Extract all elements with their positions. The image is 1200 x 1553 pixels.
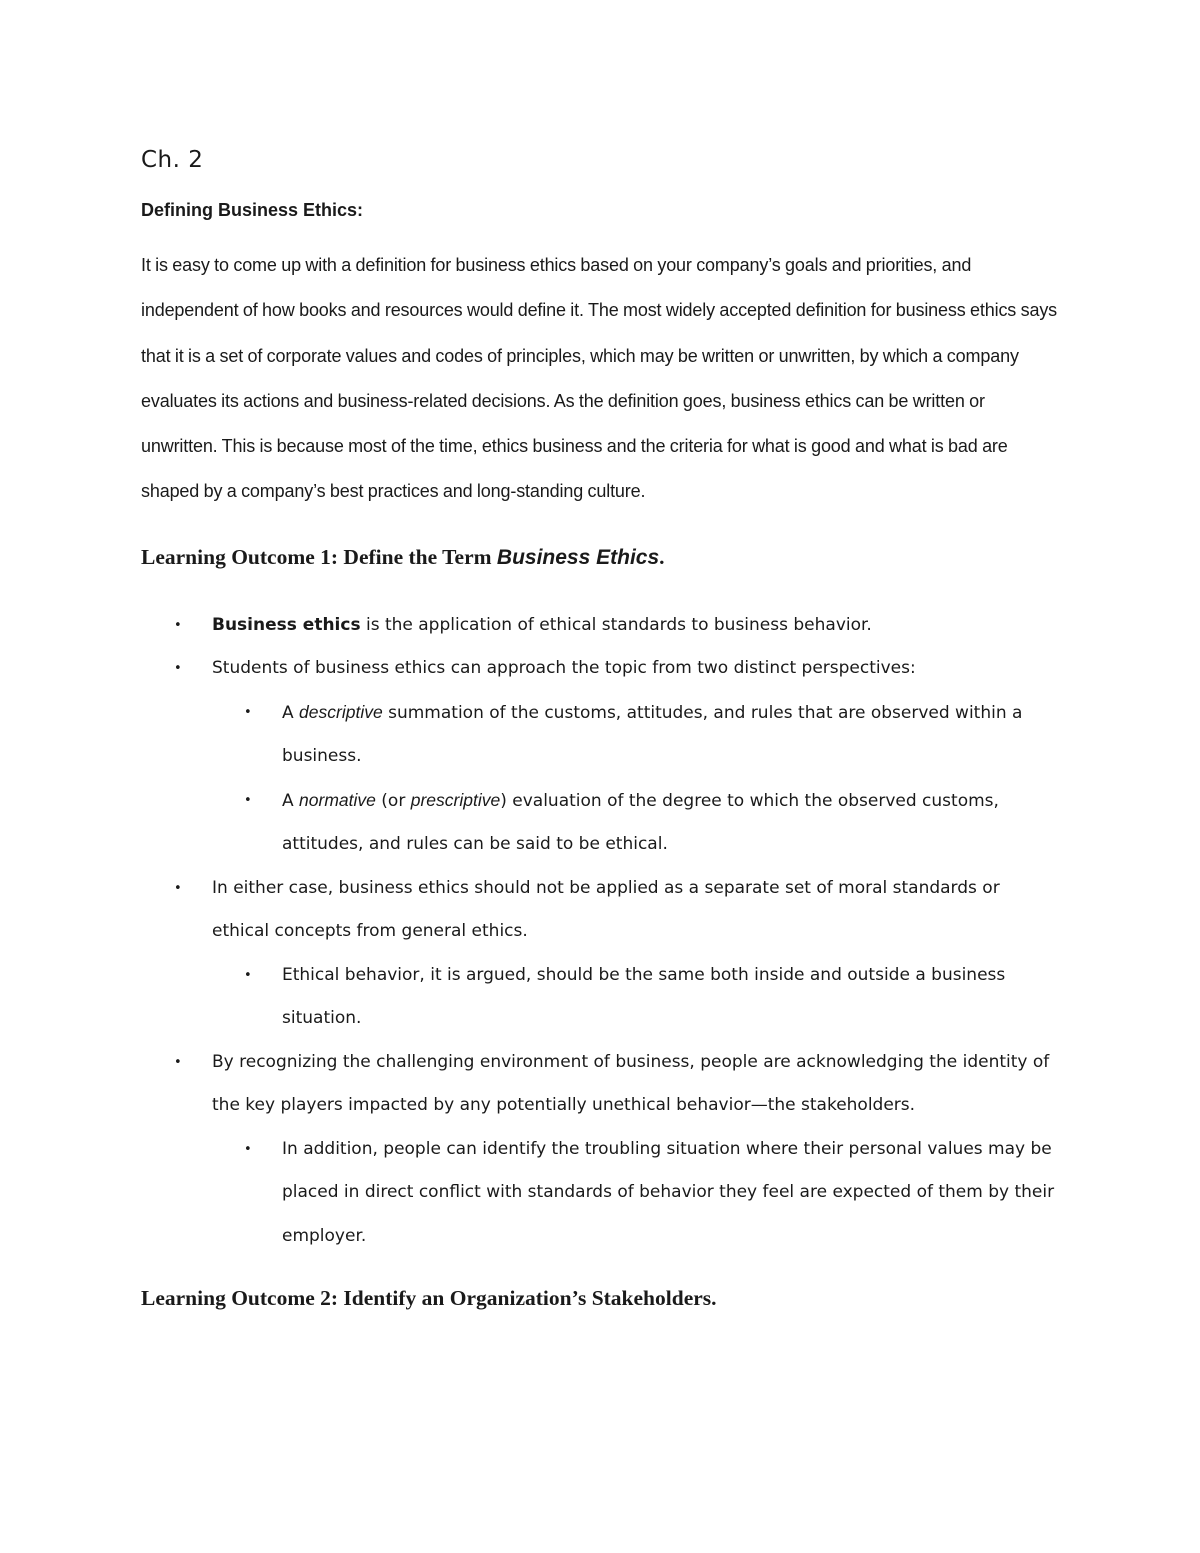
bullet-list xyxy=(141,604,1061,1259)
list-item xyxy=(141,1041,1061,1128)
document-content xyxy=(141,140,1061,1318)
bullet-glyph: • xyxy=(244,967,252,983)
bullet-glyph: • xyxy=(174,1054,182,1070)
bullet-glyph: • xyxy=(244,704,252,720)
list-item xyxy=(141,647,1061,691)
list-item xyxy=(141,779,1061,867)
list-item-text: Students of business ethics can approach the topic from two distinct perspectives: xyxy=(212,658,916,679)
bullet-glyph: • xyxy=(174,880,182,896)
chapter-heading: Ch. 2 xyxy=(141,147,204,173)
lo1-prefix: Learning Outcome 1: Define the Term xyxy=(141,544,497,569)
term-prescriptive: prescriptive xyxy=(410,789,501,810)
term-normative: normative xyxy=(299,789,376,810)
list-item-text: By recognizing the challenging environment of business, people are acknowledging the identity of the key players impacted by any potentially unethical behavior—the stakeholders. xyxy=(212,1051,1050,1116)
list-item-text: summation of the customs, attitudes, and rules that are observed within a business. xyxy=(282,702,1023,767)
list-item-text: ) evaluation of the degree to which the observed customs, attitudes, and rules can be said to be ethical. xyxy=(282,790,999,855)
list-item-text: (or xyxy=(375,790,411,811)
term-business-ethics: Business ethics xyxy=(212,614,361,635)
learning-outcome-2-title: Learning Outcome 2: Identify an Organization’s Stakeholders. xyxy=(141,1286,717,1311)
section-title: Defining Business Ethics: xyxy=(141,200,364,220)
list-item-text: Ethical behavior, it is argued, should be the same both inside and outside a business situation. xyxy=(282,964,1006,1029)
list-item-text: A xyxy=(282,790,300,811)
list-item xyxy=(141,1128,1061,1259)
lo1-suffix: . xyxy=(659,544,665,569)
bullet-glyph: • xyxy=(174,617,182,633)
lo1-term: Business Ethics xyxy=(496,545,660,569)
list-item-text: A xyxy=(282,702,300,723)
list-item xyxy=(141,867,1061,954)
intro-paragraph: It is easy to come up with a definition for business ethics based on your company’s goals and priorities, and independent of how books and resources would define it. The most widely accepted definition for business ethics says that it is a set of corporate values and codes of principles, which may be written or unwritten, by which a company evaluates its actions and business-related decisions. As the definition goes, business ethics can be written or unwritten. This is because most of the time, ethics business and the criteria for what is good and what is bad are shaped by a company’s best practices and long-standing culture. xyxy=(141,255,1058,502)
list-item xyxy=(141,604,1061,648)
list-item-text: In either case, business ethics should not be applied as a separate set of moral standards or ethical concepts from general ethics. xyxy=(212,877,1000,942)
bullet-glyph: • xyxy=(174,661,182,677)
list-item-text: In addition, people can identify the troubling situation where their personal values may be placed in direct conflict with standards of behavior they feel are expected of them by their employer. xyxy=(282,1138,1055,1246)
list-item-text: is the application of ethical standards to business behavior. xyxy=(360,614,872,635)
list-item xyxy=(141,691,1061,779)
bullet-glyph: • xyxy=(244,792,252,808)
bullet-glyph: • xyxy=(244,1141,252,1157)
learning-outcome-1-title xyxy=(141,537,1061,577)
term-descriptive: descriptive xyxy=(299,701,383,722)
list-item xyxy=(141,954,1061,1041)
